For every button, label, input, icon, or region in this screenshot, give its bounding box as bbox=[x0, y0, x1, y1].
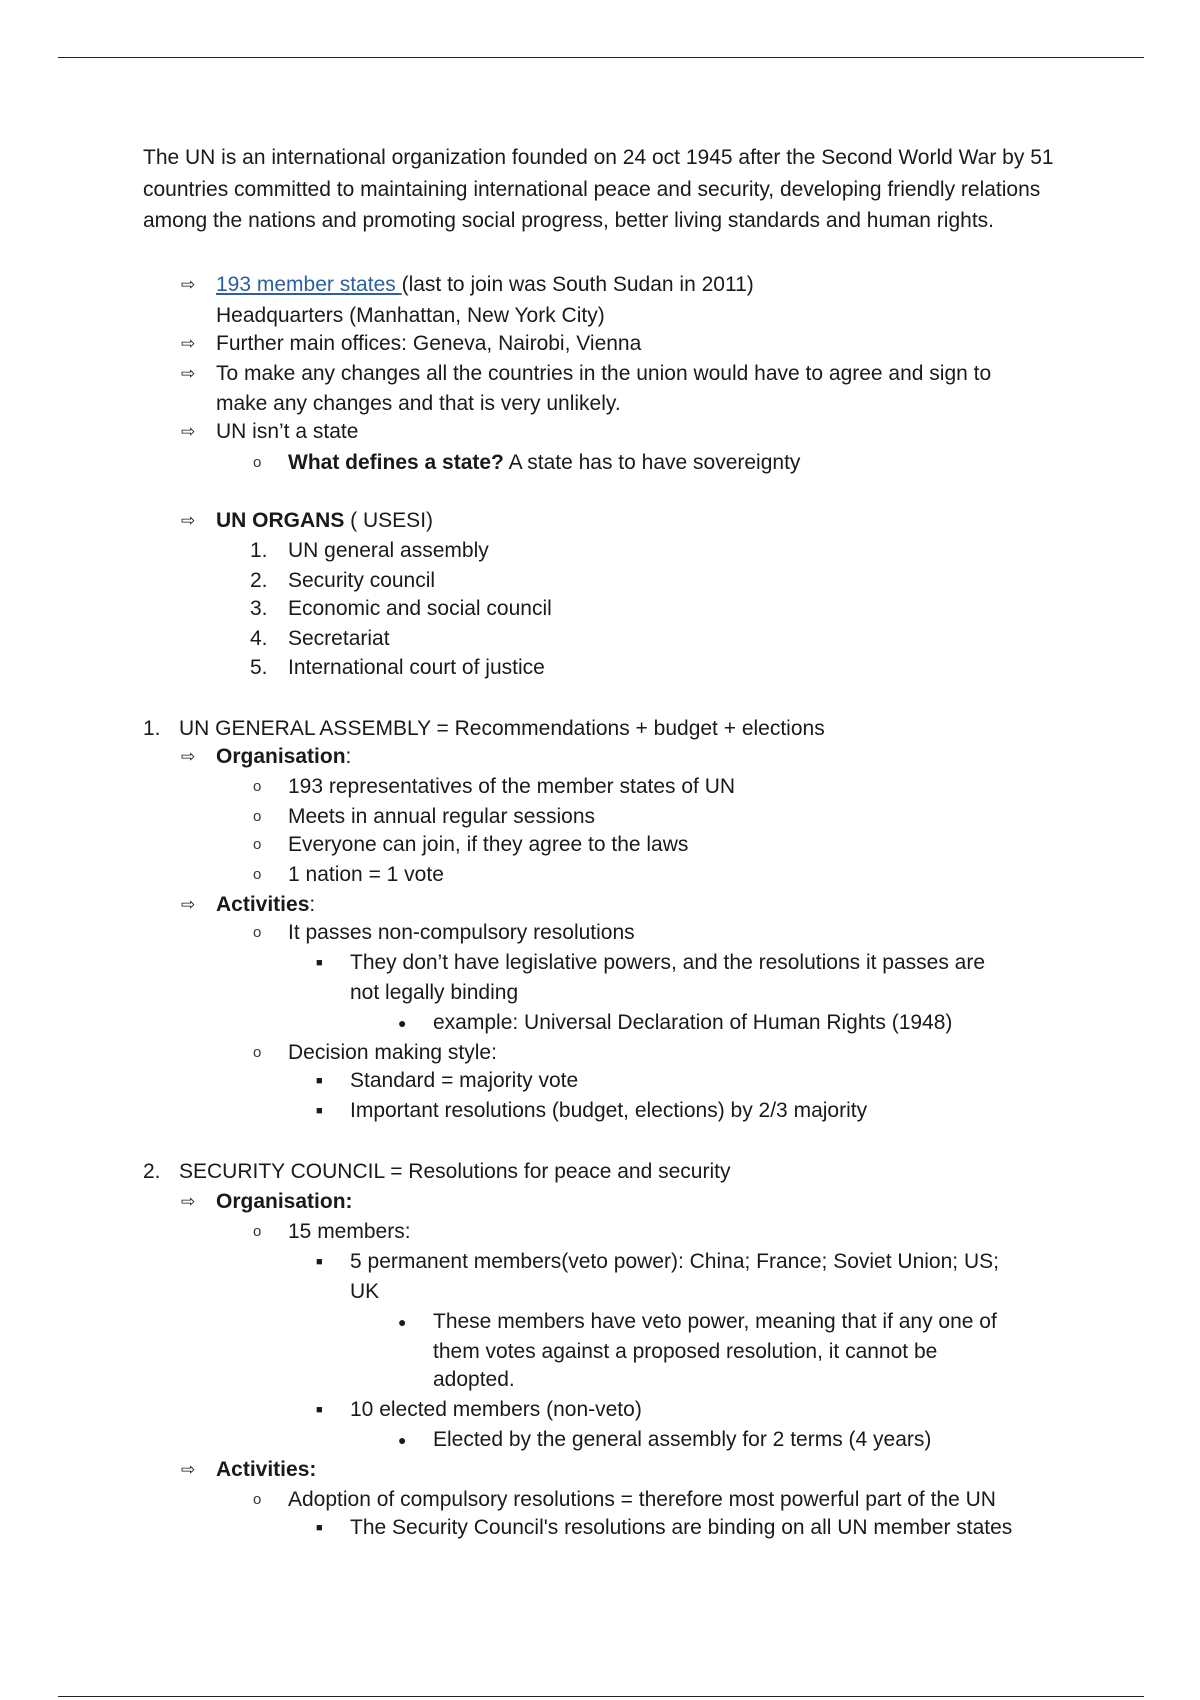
organs-heading bbox=[216, 507, 433, 535]
list-number: 4. bbox=[250, 627, 268, 650]
arrow-bullet-icon: ⇨ bbox=[181, 747, 196, 766]
ga-activities-title: Activities bbox=[216, 893, 310, 916]
dot-bullet-icon: ● bbox=[398, 1432, 407, 1448]
circle-bullet-icon: o bbox=[253, 924, 262, 941]
ga-organisation-title: Organisation bbox=[216, 745, 346, 768]
circle-bullet-icon: o bbox=[253, 454, 262, 471]
sc-heading: SECURITY COUNCIL = Resolutions for peace and security bbox=[179, 1160, 731, 1183]
footer-rule bbox=[58, 1696, 1144, 1697]
square-bullet-icon: ■ bbox=[316, 1105, 323, 1117]
sc-veto-line-3: adopted. bbox=[433, 1368, 515, 1391]
not-state-line: UN isn’t a state bbox=[216, 420, 359, 443]
sc-organisation-label: Organisation: bbox=[216, 1190, 353, 1213]
ga-org-item: Everyone can join, if they agree to the laws bbox=[288, 833, 689, 856]
dot-bullet-icon: ● bbox=[398, 1015, 407, 1031]
arrow-bullet-icon: ⇨ bbox=[181, 1460, 196, 1479]
sc-activities-label: Activities: bbox=[216, 1458, 317, 1481]
arrow-bullet-icon: ⇨ bbox=[181, 334, 196, 353]
organ-item: Security council bbox=[288, 569, 436, 592]
list-number: 2. bbox=[250, 569, 268, 592]
organs-title: UN ORGANS bbox=[216, 509, 345, 532]
ga-org-item: 1 nation = 1 vote bbox=[288, 863, 444, 886]
organs-acronym: ( USESI) bbox=[344, 509, 434, 532]
colon: : bbox=[345, 745, 352, 768]
list-number: 1. bbox=[250, 539, 268, 562]
ga-organisation-label bbox=[216, 743, 351, 771]
circle-bullet-icon: o bbox=[253, 866, 262, 883]
circle-bullet-icon: o bbox=[253, 778, 262, 795]
intro-paragraph: The UN is an international organization founded on 24 oct 1945 after the Second World War by 51 countries committed to maintaining international peace and security, developing friendly relations among the nations and promoting social progress, better living standards and human rights. bbox=[143, 146, 1054, 232]
sc-veto-line-1: These members have veto power, meaning that if any one of bbox=[433, 1310, 997, 1333]
organ-item: International court of justice bbox=[288, 656, 545, 679]
organ-item: UN general assembly bbox=[288, 539, 489, 562]
square-bullet-icon: ■ bbox=[316, 1256, 323, 1268]
square-bullet-icon: ■ bbox=[316, 1404, 323, 1416]
headquarters-line: Headquarters (Manhattan, New York City) bbox=[216, 304, 605, 327]
circle-bullet-icon: o bbox=[253, 836, 262, 853]
ga-org-item: 193 representatives of the member states of UN bbox=[288, 775, 736, 798]
sc-permanent-line-1: 5 permanent members(veto power): China; France; Soviet Union; US; bbox=[350, 1250, 999, 1273]
ga-decision-item: Standard = majority vote bbox=[350, 1069, 579, 1092]
sc-members-line: 15 members: bbox=[288, 1220, 411, 1243]
state-question: What defines a state? bbox=[288, 451, 504, 474]
list-number: 5. bbox=[250, 656, 268, 679]
ga-activities-label bbox=[216, 891, 315, 919]
sc-activity-1-detail: The Security Council's resolutions are binding on all UN member states bbox=[350, 1516, 1013, 1539]
circle-bullet-icon: o bbox=[253, 1044, 262, 1061]
circle-bullet-icon: o bbox=[253, 808, 262, 825]
state-definition-line bbox=[288, 449, 800, 477]
sc-permanent-line-2: UK bbox=[350, 1280, 380, 1303]
ga-activity-1-detail-line-2: not legally binding bbox=[350, 981, 519, 1004]
arrow-bullet-icon: ⇨ bbox=[181, 364, 196, 383]
circle-bullet-icon: o bbox=[253, 1223, 262, 1240]
dot-bullet-icon: ● bbox=[398, 1314, 407, 1330]
square-bullet-icon: ■ bbox=[316, 957, 323, 969]
ga-decision-item: Important resolutions (budget, elections) by 2/3 majority bbox=[350, 1099, 868, 1122]
circle-bullet-icon: o bbox=[253, 1491, 262, 1508]
changes-line-2: make any changes and that is very unlikely. bbox=[216, 392, 621, 415]
ga-example-line: example: Universal Declaration of Human Rights (1948) bbox=[433, 1011, 953, 1034]
arrow-bullet-icon: ⇨ bbox=[181, 422, 196, 441]
ga-heading: UN GENERAL ASSEMBLY = Recommendations + budget + elections bbox=[179, 717, 825, 740]
member-states-link[interactable]: 193 member states bbox=[216, 273, 402, 296]
section-number: 2. bbox=[143, 1160, 161, 1183]
organ-item: Secretariat bbox=[288, 627, 390, 650]
ga-activity-1-detail-line-1: They don’t have legislative powers, and the resolutions it passes are bbox=[350, 951, 986, 974]
section-number: 1. bbox=[143, 717, 161, 740]
sc-veto-line-2: them votes against a proposed resolution, it cannot be bbox=[433, 1340, 938, 1363]
changes-line-1: To make any changes all the countries in the union would have to agree and sign to bbox=[216, 362, 992, 385]
members-note: (last to join was South Sudan in 2011) bbox=[401, 273, 754, 296]
ga-activity-2: Decision making style: bbox=[288, 1041, 497, 1064]
arrow-bullet-icon: ⇨ bbox=[181, 895, 196, 914]
list-number: 3. bbox=[250, 597, 268, 620]
sc-activity-1: Adoption of compulsory resolutions = therefore most powerful part of the UN bbox=[288, 1488, 996, 1511]
arrow-bullet-icon: ⇨ bbox=[181, 1192, 196, 1211]
state-answer: A state has to have sovereignty bbox=[503, 451, 801, 474]
ga-org-item: Meets in annual regular sessions bbox=[288, 805, 596, 828]
organ-item: Economic and social council bbox=[288, 597, 552, 620]
sc-elected-line: 10 elected members (non-veto) bbox=[350, 1398, 642, 1421]
square-bullet-icon: ■ bbox=[316, 1522, 323, 1534]
offices-line: Further main offices: Geneva, Nairobi, Vienna bbox=[216, 332, 642, 355]
ga-activity-1: It passes non-compulsory resolutions bbox=[288, 921, 635, 944]
sc-elected-detail: Elected by the general assembly for 2 terms (4 years) bbox=[433, 1428, 932, 1451]
square-bullet-icon: ■ bbox=[316, 1075, 323, 1087]
colon: : bbox=[309, 893, 316, 916]
members-line bbox=[216, 271, 754, 299]
arrow-bullet-icon: ⇨ bbox=[181, 275, 196, 294]
arrow-bullet-icon: ⇨ bbox=[181, 511, 196, 530]
